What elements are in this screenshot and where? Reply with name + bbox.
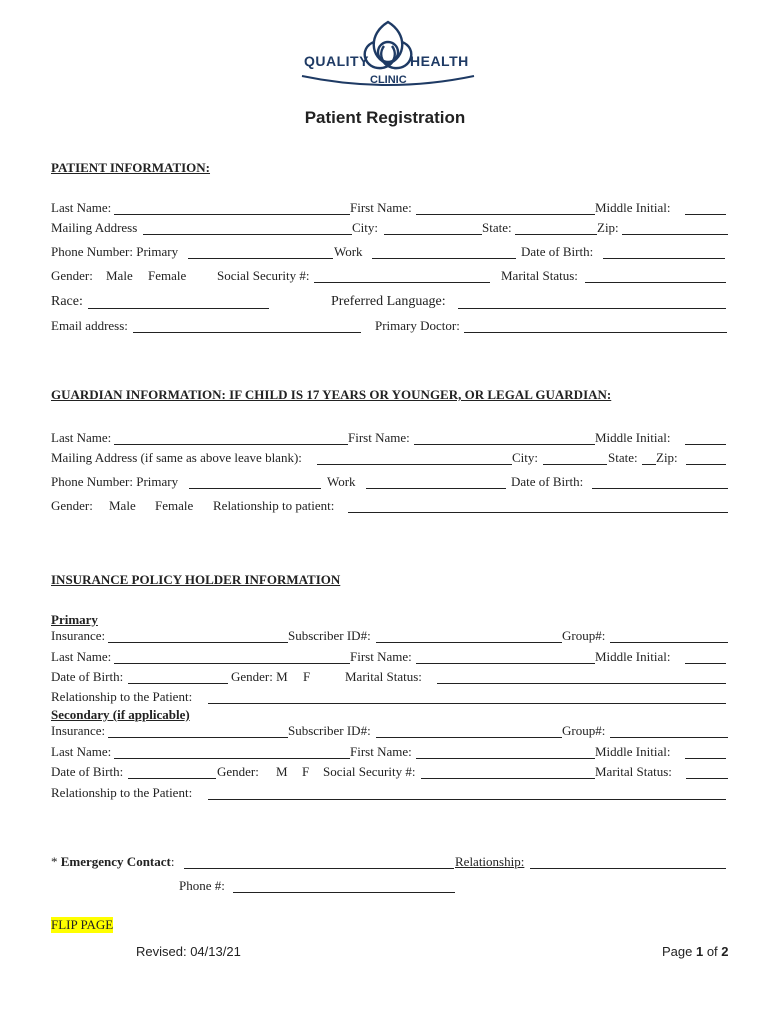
guardian-first-name-field[interactable] [414, 444, 595, 445]
guardian-gender-label: Gender: [51, 498, 93, 513]
primary-last-name-label: Last Name: [51, 649, 112, 664]
secondary-ssn-field[interactable] [421, 778, 595, 779]
patient-last-name-label: Last Name: [51, 200, 112, 215]
patient-race-field[interactable] [88, 308, 269, 309]
guardian-gender-male-option[interactable]: Male [109, 498, 136, 513]
guardian-first-name-label: First Name: [348, 430, 410, 445]
patient-work-field[interactable] [372, 258, 516, 259]
logo-text-quality: QUALITY [304, 53, 369, 69]
primary-group-label: Group#: [562, 628, 606, 643]
secondary-last-name-field[interactable] [114, 758, 350, 759]
primary-insurance-label: Insurance: [51, 628, 106, 643]
guardian-city-field[interactable] [543, 464, 607, 465]
page-prefix: Page [662, 944, 696, 959]
secondary-insurance-field[interactable] [108, 737, 288, 738]
primary-dob-field[interactable] [128, 683, 228, 684]
primary-marital-field[interactable] [437, 683, 726, 684]
secondary-subscriber-field[interactable] [376, 737, 562, 738]
secondary-gender-m-option[interactable]: M [276, 764, 288, 779]
secondary-dob-label: Date of Birth: [51, 764, 124, 779]
emergency-relationship-field[interactable] [530, 868, 726, 869]
guardian-mailing-address-field[interactable] [317, 464, 512, 465]
primary-first-name-label: First Name: [350, 649, 412, 664]
patient-marital-field[interactable] [585, 282, 726, 283]
page-total: 2 [721, 944, 729, 959]
primary-dob-label: Date of Birth: [51, 669, 124, 684]
primary-subscriber-field[interactable] [376, 642, 562, 643]
guardian-city-label: City: [512, 450, 539, 465]
patient-work-label: Work [334, 244, 363, 259]
secondary-middle-initial-field[interactable] [685, 758, 726, 759]
guardian-mailing-address-label: Mailing Address (if same as above leave blank): [51, 450, 302, 465]
guardian-middle-initial-label: Middle Initial: [595, 430, 671, 445]
logo-text-clinic: CLINIC [370, 74, 407, 86]
guardian-last-name-field[interactable] [114, 444, 348, 445]
primary-middle-initial-label: Middle Initial: [595, 649, 671, 664]
patient-ssn-label: Social Security #: [217, 268, 310, 283]
insurance-section-heading: INSURANCE POLICY HOLDER INFORMATION [51, 572, 341, 587]
patient-state-label: State: [482, 220, 512, 235]
page-title: Patient Registration [304, 108, 466, 127]
guardian-section-heading: GUARDIAN INFORMATION: IF CHILD IS 17 YEARS OR YOUNGER, OR LEGAL GUARDIAN: [51, 387, 612, 402]
secondary-insurance-label: Insurance: [51, 723, 106, 738]
patient-gender-female-option[interactable]: Female [148, 268, 187, 283]
secondary-ssn-label: Social Security #: [323, 764, 416, 779]
guardian-zip-field[interactable] [686, 464, 726, 465]
guardian-relationship-field[interactable] [348, 512, 728, 513]
emergency-contact-colon: : [170, 854, 175, 869]
guardian-phone-primary-field[interactable] [189, 488, 321, 489]
patient-mailing-address-field[interactable] [143, 234, 352, 235]
patient-zip-field[interactable] [622, 234, 728, 235]
patient-city-label: City: [352, 220, 379, 235]
secondary-first-name-field[interactable] [416, 758, 595, 759]
patient-marital-label: Marital Status: [501, 268, 578, 283]
patient-middle-initial-label: Middle Initial: [595, 200, 671, 215]
patient-state-field[interactable] [515, 234, 597, 235]
secondary-marital-field[interactable] [686, 778, 728, 779]
patient-section-heading: PATIENT INFORMATION: [51, 160, 211, 175]
patient-email-label: Email address: [51, 318, 128, 333]
emergency-relationship-label: Relationship: [455, 854, 525, 869]
patient-first-name-label: First Name: [350, 200, 412, 215]
flip-page-note: FLIP PAGE [51, 917, 114, 932]
patient-mailing-address-label: Mailing Address [51, 220, 138, 235]
patient-doctor-field[interactable] [464, 332, 727, 333]
guardian-last-name-label: Last Name: [51, 430, 112, 445]
revised-date: Revised: 04/13/21 [136, 944, 241, 959]
patient-city-field[interactable] [384, 234, 482, 235]
guardian-dob-label: Date of Birth: [511, 474, 584, 489]
guardian-zip-label: Zip: [656, 450, 678, 465]
emergency-contact-field[interactable] [184, 868, 454, 869]
secondary-group-field[interactable] [610, 737, 728, 738]
clinic-logo [298, 18, 478, 90]
guardian-dob-field[interactable] [592, 488, 728, 489]
primary-marital-label: Marital Status: [345, 669, 422, 684]
guardian-relationship-label: Relationship to patient: [213, 498, 335, 513]
secondary-subscriber-label: Subscriber ID#: [288, 723, 371, 738]
primary-gender-label[interactable]: Gender: M [231, 669, 288, 684]
primary-middle-initial-field[interactable] [685, 663, 726, 664]
guardian-work-field[interactable] [366, 488, 506, 489]
primary-insurance-field[interactable] [108, 642, 288, 643]
secondary-relationship-field[interactable] [208, 799, 726, 800]
patient-first-name-field[interactable] [416, 214, 595, 215]
guardian-work-label: Work [327, 474, 356, 489]
patient-phone-primary-field[interactable] [188, 258, 333, 259]
emergency-phone-label: Phone #: [179, 878, 225, 893]
patient-last-name-field[interactable] [114, 214, 350, 215]
secondary-first-name-label: First Name: [350, 744, 412, 759]
guardian-gender-female-option[interactable]: Female [155, 498, 194, 513]
primary-gender-f-option[interactable]: F [303, 669, 311, 684]
primary-relationship-label: Relationship to the Patient: [51, 689, 193, 704]
patient-language-label: Preferred Language: [331, 294, 446, 309]
secondary-insurance-heading: Secondary (if applicable) [51, 707, 190, 722]
primary-subscriber-label: Subscriber ID#: [288, 628, 371, 643]
secondary-dob-field[interactable] [128, 778, 216, 779]
secondary-last-name-label: Last Name: [51, 744, 112, 759]
guardian-state-label: State: [608, 450, 638, 465]
guardian-phone-primary-label: Phone Number: Primary [51, 474, 179, 489]
patient-dob-label: Date of Birth: [521, 244, 594, 259]
primary-insurance-heading: Primary [51, 612, 98, 627]
patient-doctor-label: Primary Doctor: [375, 318, 460, 333]
guardian-middle-initial-field[interactable] [685, 444, 726, 445]
patient-gender-male-option[interactable]: Male [106, 268, 133, 283]
patient-gender-label: Gender: [51, 268, 93, 283]
page-number [662, 944, 729, 960]
emergency-contact-text: Emergency Contact [60, 854, 171, 869]
logo-text-health: HEALTH [410, 53, 469, 69]
primary-group-field[interactable] [610, 642, 728, 643]
patient-race-label: Race: [51, 294, 83, 309]
primary-relationship-field[interactable] [208, 703, 726, 704]
patient-email-field[interactable] [133, 332, 361, 333]
patient-phone-primary-label: Phone Number: Primary [51, 244, 179, 259]
patient-middle-initial-field[interactable] [685, 214, 726, 215]
emergency-contact-label [51, 854, 174, 870]
page-of: of [703, 944, 722, 959]
secondary-middle-initial-label: Middle Initial: [595, 744, 671, 759]
patient-dob-field[interactable] [603, 258, 725, 259]
secondary-group-label: Group#: [562, 723, 606, 738]
secondary-gender-f-option[interactable]: F [302, 764, 310, 779]
patient-ssn-field[interactable] [314, 282, 490, 283]
guardian-state-field[interactable] [642, 464, 656, 465]
emergency-phone-field[interactable] [233, 892, 455, 893]
required-asterisk: * [51, 854, 58, 869]
secondary-relationship-label: Relationship to the Patient: [51, 785, 193, 800]
patient-language-field[interactable] [458, 308, 726, 309]
secondary-gender-label: Gender: [217, 764, 259, 779]
primary-first-name-field[interactable] [416, 663, 595, 664]
primary-last-name-field[interactable] [114, 663, 350, 664]
page-current: 1 [695, 944, 704, 959]
patient-zip-label: Zip: [597, 220, 619, 235]
secondary-marital-label: Marital Status: [595, 764, 672, 779]
